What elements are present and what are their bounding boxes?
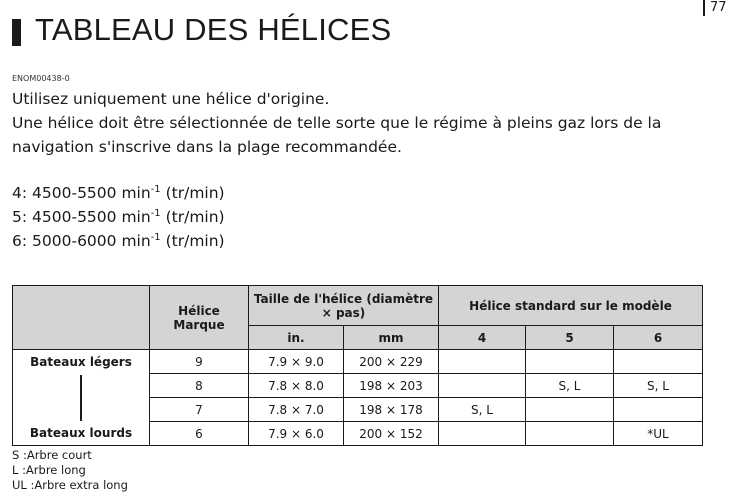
cell-mark: 9 xyxy=(150,350,249,374)
propeller-table xyxy=(12,285,703,446)
legend-item: S :Arbre court xyxy=(12,448,92,462)
header-helice-marque: Hélice Marque xyxy=(150,286,249,350)
cell-mm: 200 × 152 xyxy=(344,422,439,446)
title-row xyxy=(12,12,391,48)
cell-in: 7.9 × 6.0 xyxy=(249,422,344,446)
cell-model-6 xyxy=(614,350,703,374)
rpm-range-item: 5: 4500-5500 $\min^{-1} (tr/\min)$ xyxy=(12,208,225,226)
row-label-heavy: Bateaux lourds xyxy=(13,422,150,446)
title-bar-marker xyxy=(12,19,21,46)
cell-in: 7.8 × 7.0 xyxy=(249,398,344,422)
header-mm: mm xyxy=(344,326,439,350)
cell-mark: 6 xyxy=(150,422,249,446)
cell-mark: 8 xyxy=(150,374,249,398)
table-row xyxy=(13,374,703,398)
rpm-unit: (tr/min) xyxy=(165,184,225,202)
cell-model-4 xyxy=(439,350,526,374)
page-title: TABLEAU DES HÉLICES xyxy=(35,12,392,47)
cell-in: 7.8 × 8.0 xyxy=(249,374,344,398)
intro-line-3: navigation s'inscrive dans la plage recommandée. xyxy=(12,138,402,156)
intro-line-1: Utilisez uniquement une hélice d'origine. xyxy=(12,90,330,108)
shaft-legend xyxy=(12,448,128,493)
rpm-unit: (tr/min) xyxy=(165,208,225,226)
cell-mm: 200 × 229 xyxy=(344,350,439,374)
document-code: ENOM00438-0 xyxy=(12,74,70,83)
table-header-row xyxy=(13,286,703,326)
rpm-range-item: 6: 5000-6000 $\min^{-1} (tr/\min)$ xyxy=(12,232,225,250)
rpm-range-item: 4: 4500-5500 $\min^{-1} (tr/\min)$ xyxy=(12,184,225,202)
cell-mm: 198 × 203 xyxy=(344,374,439,398)
legend-item: UL :Arbre extra long xyxy=(12,478,128,492)
rpm-model: 5 xyxy=(12,208,22,226)
legend-item: L :Arbre long xyxy=(12,463,86,477)
cell-model-5 xyxy=(526,398,614,422)
row-label-light: Bateaux légers xyxy=(13,350,150,374)
header-model-4: 4 xyxy=(439,326,526,350)
cell-mark: 7 xyxy=(150,398,249,422)
rpm-exponent: -1 xyxy=(150,232,161,243)
header-model-5: 5 xyxy=(526,326,614,350)
cell-model-6: S, L xyxy=(614,374,703,398)
intro-line-2: Une hélice doit être sélectionnée de telle sorte que le régime à pleins gaz lors de la xyxy=(12,114,662,132)
header-model-6: 6 xyxy=(614,326,703,350)
rpm-unit: (tr/min) xyxy=(165,232,225,250)
rpm-value: 4500-5500 min xyxy=(32,184,151,202)
table-row xyxy=(13,422,703,446)
header-in: in. xyxy=(249,326,344,350)
cell-model-6 xyxy=(614,398,703,422)
table-row xyxy=(13,350,703,374)
cell-model-6: *UL xyxy=(614,422,703,446)
cell-model-4: S, L xyxy=(439,398,526,422)
table-corner-cell xyxy=(13,286,150,350)
cell-mm: 198 × 178 xyxy=(344,398,439,422)
rpm-value: 5000-6000 min xyxy=(32,232,151,250)
rpm-ranges xyxy=(12,181,225,253)
header-standard: Hélice standard sur le modèle xyxy=(439,286,703,326)
page-number: 77 xyxy=(703,0,727,16)
cell-model-4 xyxy=(439,422,526,446)
header-taille: Taille de l'hélice (diamètre × pas) xyxy=(249,286,439,326)
rpm-value: 4500-5500 min xyxy=(32,208,151,226)
row-label-connector xyxy=(13,374,150,422)
cell-model-5 xyxy=(526,422,614,446)
rpm-exponent: -1 xyxy=(150,184,161,195)
cell-in: 7.9 × 9.0 xyxy=(249,350,344,374)
vertical-connector-line xyxy=(80,375,82,421)
rpm-model: 6 xyxy=(12,232,22,250)
cell-model-5 xyxy=(526,350,614,374)
cell-model-4 xyxy=(439,374,526,398)
intro-paragraph xyxy=(12,87,727,159)
rpm-model: 4 xyxy=(12,184,22,202)
cell-model-5: S, L xyxy=(526,374,614,398)
rpm-exponent: -1 xyxy=(150,208,161,219)
